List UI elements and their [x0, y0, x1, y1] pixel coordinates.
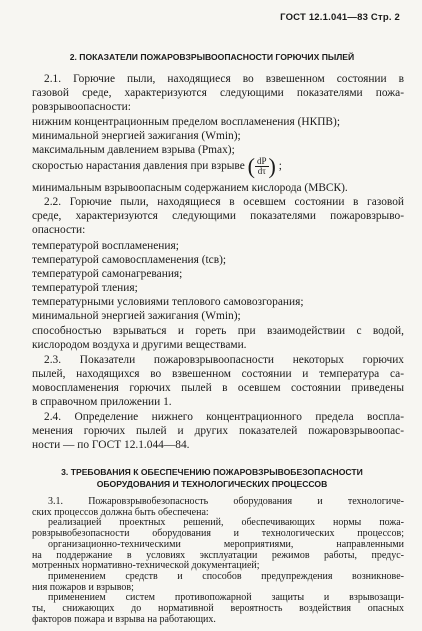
text-line: нижним концентрационным пределом воспламенения (НКПВ);	[32, 116, 340, 128]
fraction-tail: ;	[278, 160, 282, 172]
text-line: ния пожаров и взрывов;	[32, 581, 134, 593]
text-line: факторов пожара и взрыва на работающих.	[32, 613, 216, 625]
text-line: ровзрывоопасности:	[32, 101, 131, 113]
text-line: минимальной энергией зажигания (Wmin);	[32, 130, 241, 142]
text-line: ты, снижающих до нормативной вероятность воздействия опасных	[32, 603, 404, 614]
text-line: температурными условиями теплового самовозгорания;	[32, 296, 304, 308]
text-line: максимальным давлением взрыва (Pmax);	[32, 144, 235, 156]
text-line: 2.4. Определение нижнего концентрационного предела воспла-	[44, 411, 404, 423]
text-line: 2.2. Горючие пыли, находящиеся в осевшем состоянии в газовой	[44, 196, 404, 208]
text-line: минимальной энергией зажигания (Wmin);	[32, 310, 241, 322]
text-line: 3.1. Пожаровзрывобезопасность оборудования и технологиче-	[48, 496, 404, 507]
text-line: мовоспламенения горючих пылей в осевшем состоянии приведены	[32, 382, 404, 394]
text-line: пылей, находящихся во взвешенном состоянии и температура са-	[32, 368, 404, 380]
text-line: мотренных нормативно-технической документацией;	[32, 560, 260, 572]
text-line: реализацией проектных решений, обеспечивающих нормы пожа-	[48, 517, 404, 529]
text-line: применением средств и способов предупреждения возникнове-	[48, 570, 404, 582]
text-line: применением систем противопожарной защиты и взрывозащи-	[48, 592, 404, 604]
text-line: на поддержание в условиях эксплуатации режимов работы, предус-	[32, 549, 404, 561]
text-line: менения горючих пылей и других показателей пожаровзрывоопас-	[32, 425, 404, 437]
text-line: газовой среде, характеризуются следующими показателями пожа-	[32, 87, 404, 99]
text-line: ских процессов должна быть обеспечена:	[32, 506, 209, 518]
fraction-denominator: dτ	[257, 165, 266, 176]
text-line: в справочном приложении 1.	[32, 396, 172, 408]
text-line: среде, характеризуются следующими показателями пожаровзрыво-	[32, 210, 404, 222]
section-3-title-line-1: 3. ТРЕБОВАНИЯ К ОБЕСПЕЧЕНИЮ ПОЖАРОВЗРЫВОБЕЗОПАСНОСТИ	[61, 467, 363, 477]
section-2-title: 2. ПОКАЗАТЕЛИ ПОЖАРОВЗРЫВООПАСНОСТИ ГОРЮЧИХ ПЫЛЕЙ	[69, 52, 355, 62]
paren-close: )	[268, 153, 276, 179]
text-line: 2.1. Горючие пыли, находящиеся во взвешенном состоянии в	[44, 73, 404, 85]
text-line: температурой тления;	[32, 282, 138, 294]
text-line: ности — по ГОСТ 12.1.044—84.	[32, 439, 190, 451]
text-line: ровзрывобезопасности оборудования и технологических процессов;	[32, 528, 404, 540]
text-line: опасности:	[32, 224, 86, 236]
fraction-numerator: dP	[257, 155, 267, 166]
formula-line	[32, 155, 282, 177]
text-line: скоростью нарастания давления при взрыве	[32, 160, 245, 172]
text-line: кислородом воздуха и другими веществами.	[32, 339, 247, 351]
section-3-title-line-2: ОБОРУДОВАНИЯ И ТЕХНОЛОГИЧЕСКИХ ПРОЦЕССОВ	[96, 479, 328, 489]
text-line: организационно-техническими мероприятиями, направленными	[48, 538, 404, 550]
paren-open: (	[247, 153, 255, 179]
text-line: температурой самовоспламенения (tсв);	[32, 254, 227, 266]
text-line: температурой самонагревания;	[32, 268, 183, 280]
text-line: минимальным взрывоопасным содержанием кислорода (МВСК).	[32, 182, 348, 194]
text-line: температурой воспламенения;	[32, 240, 179, 252]
page-header: ГОСТ 12.1.041—83 Стр. 2	[280, 12, 400, 23]
text-line: 2.3. Показатели пожаровзрывоопасности некоторых горючих	[44, 354, 404, 366]
fraction	[255, 157, 269, 176]
text-line: способностью взрываться и гореть при взаимодействии с водой,	[32, 325, 404, 337]
